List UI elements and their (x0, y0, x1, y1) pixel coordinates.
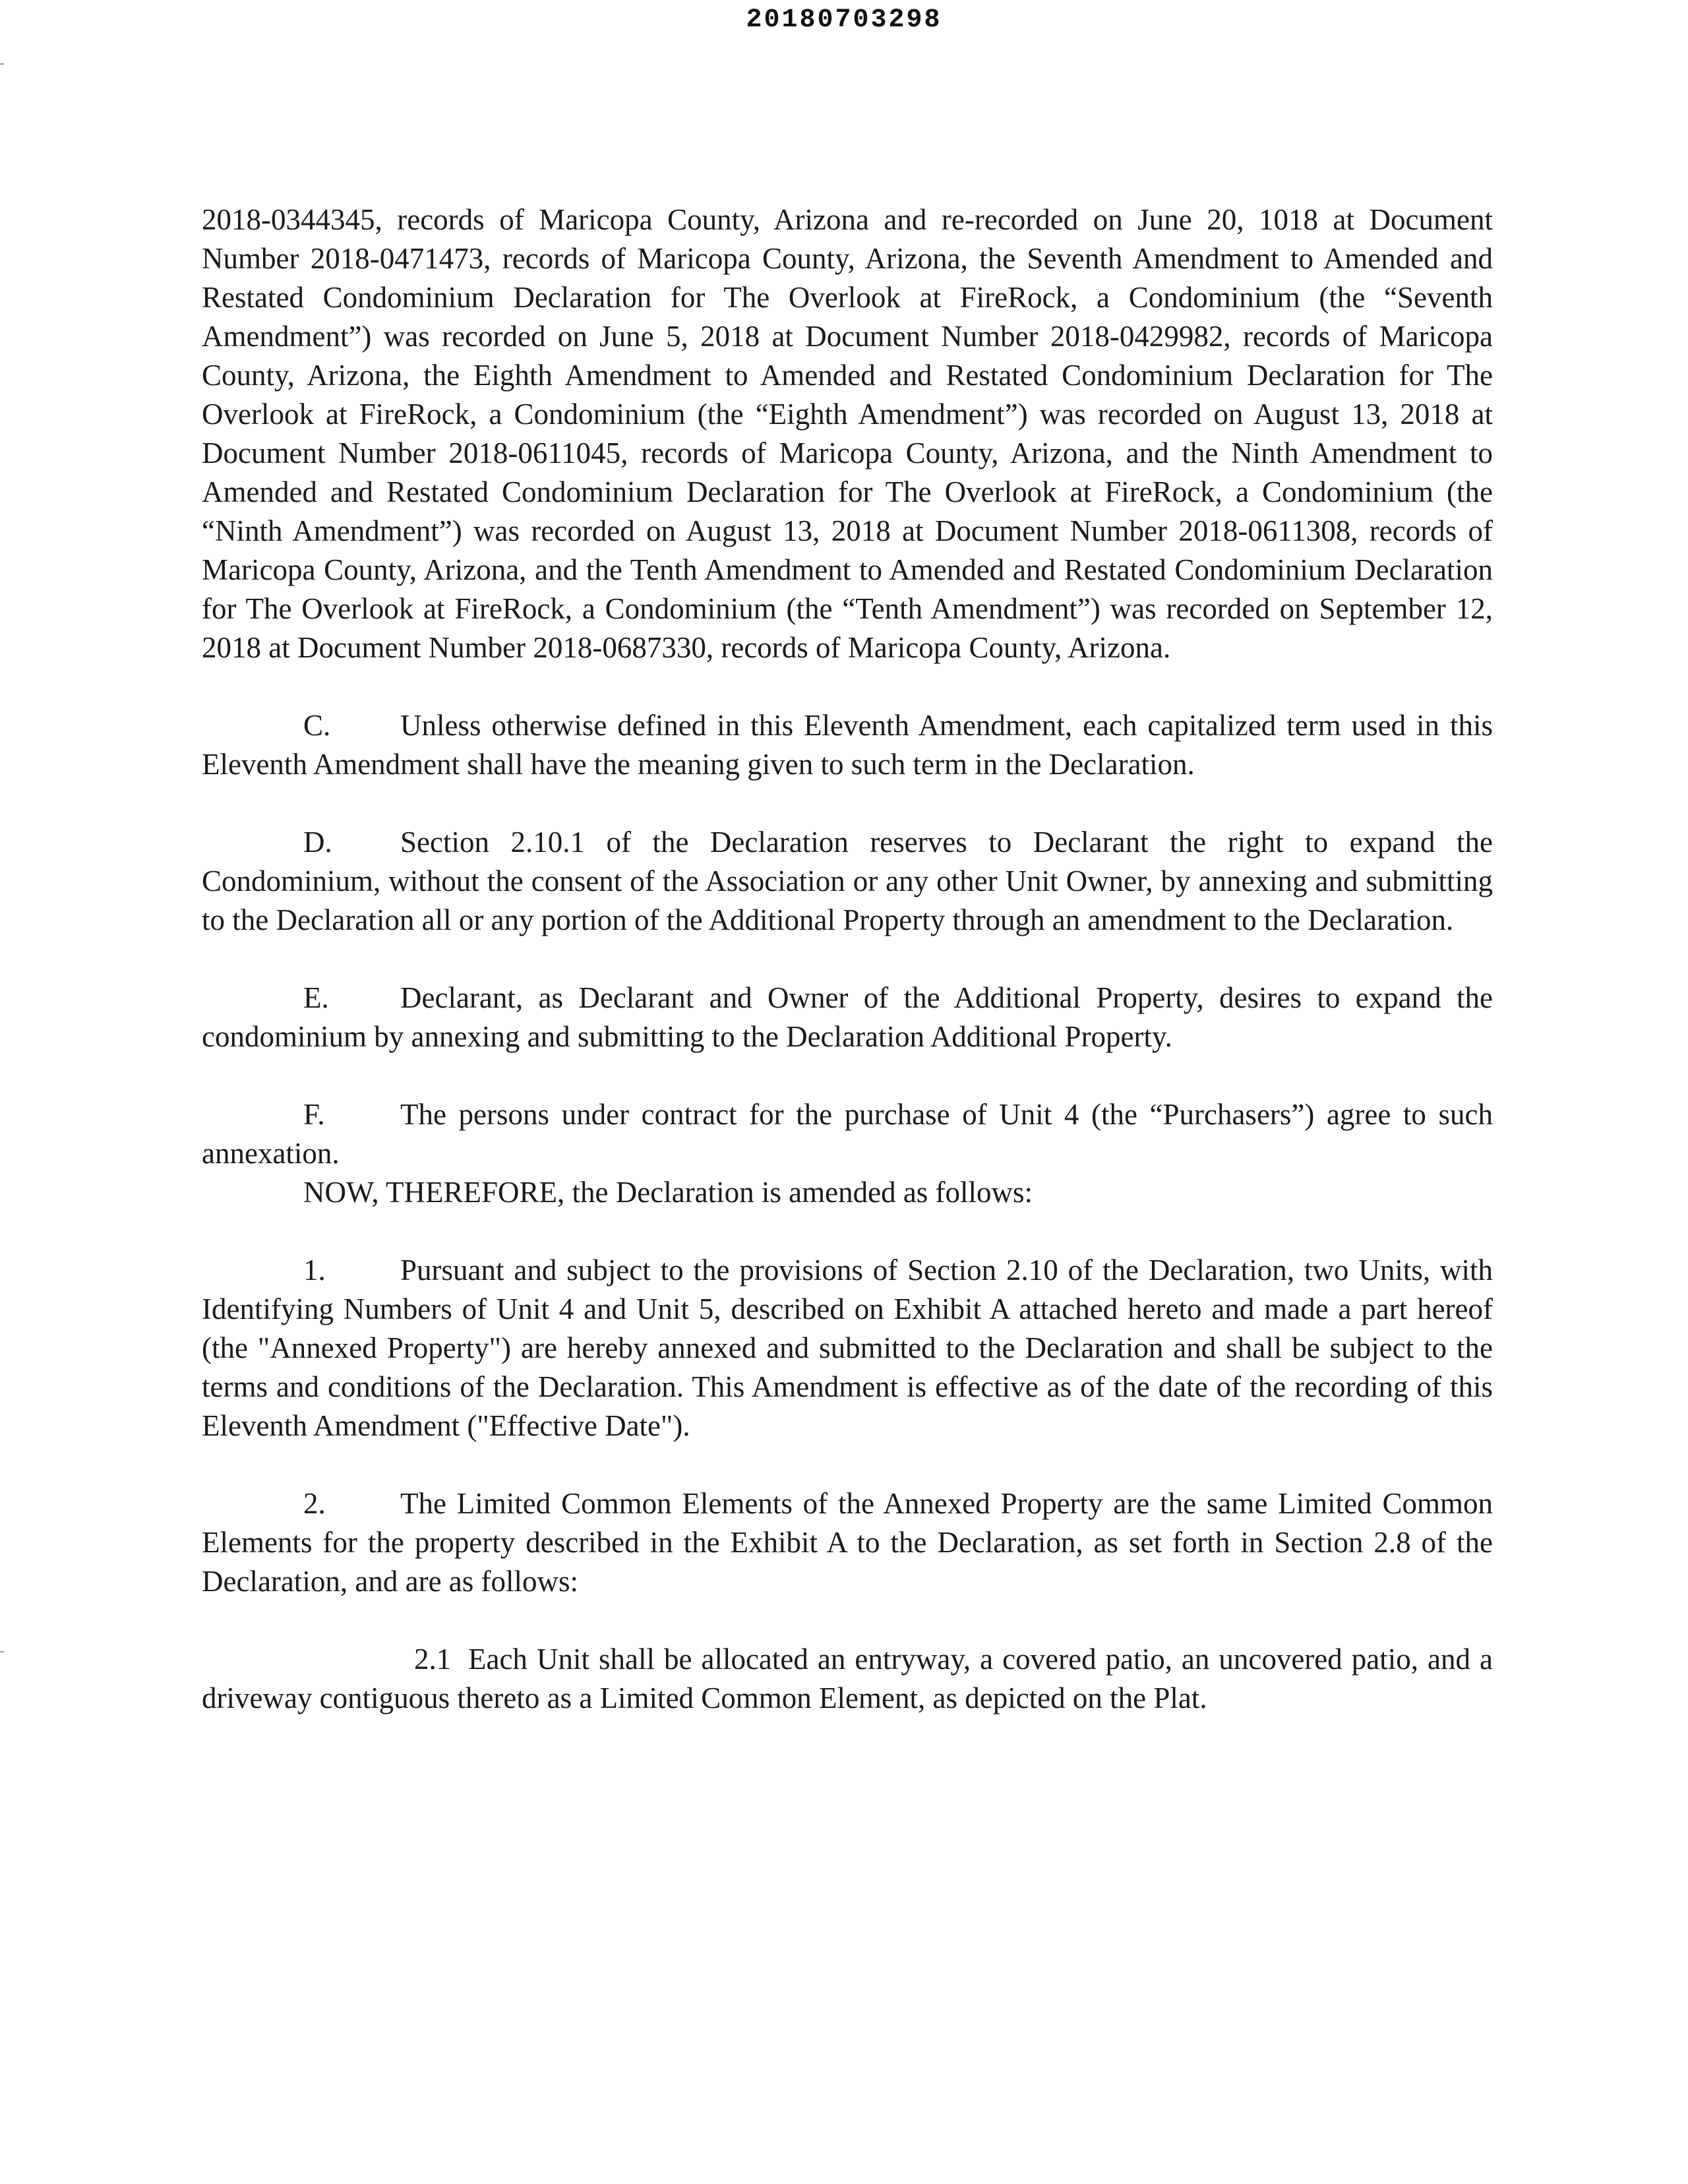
scan-artifact (0, 1651, 4, 1653)
recital-label: E. (303, 981, 329, 1014)
recital-d (202, 823, 1493, 940)
recital-f (202, 1095, 1493, 1173)
recital-e (202, 979, 1493, 1056)
recital-label: D. (303, 826, 332, 859)
recording-number: 20180703298 (746, 5, 942, 35)
subsection-text: Each Unit shall be allocated an entryway, a covered patio, an uncovered patio, and a driveway contiguous thereto as a Limited Common Element, as depicted on the Plat. (202, 1643, 1493, 1714)
section-1 (202, 1251, 1493, 1445)
recital-label: F. (303, 1098, 325, 1131)
document-body (202, 200, 1493, 1718)
recital-text: The persons under contract for the purchase of Unit 4 (the “Purchasers”) agree to such annexation. (202, 1098, 1493, 1170)
scan-artifact (0, 63, 4, 65)
section-label: 2. (303, 1487, 326, 1520)
now-therefore-clause: NOW, THEREFORE, the Declaration is amended as follows: (303, 1176, 1033, 1209)
recital-c (202, 706, 1493, 784)
intro-paragraph: 2018-0344345, records of Maricopa County, Arizona and re-recorded on June 20, 1018 at Document Number 2018-0471473, records of Maricopa County, Arizona, the Seventh Amendment to Amended and Restated Condominium Declaration for The Overlook at FireRock, a Condominium (the “Seventh Amendment”) was recorded on June 5, 2018 at Document Number 2018-0429982, records of Maricopa County, Arizona, the Eighth Amendment to Amended and Restated Condominium Declaration for The Overlook at FireRock, a Condominium (the “Eighth Amendment”) was recorded on August 13, 2018 at Document Number 2018-0611045, records of Maricopa County, Arizona, and the Ninth Amendment to Amended and Restated Condominium Declaration for The Overlook at FireRock, a Condominium (the “Ninth Amendment”) was recorded on August 13, 2018 at Document Number 2018-0611308, records of Maricopa County, Arizona, and the Tenth Amendment to Amended and Restated Condominium Declaration for The Overlook at FireRock, a Condominium (the “Tenth Amendment”) was recorded on September 12, 2018 at Document Number 2018-0687330, records of Maricopa County, Arizona. (202, 203, 1493, 664)
recital-text: Section 2.10.1 of the Declaration reserves to Declarant the right to expand the Condominium, without the consent of the Association or any other Unit Owner, by annexing and submitting to the Declaration all or any portion of the Additional Property through an amendment to the Declaration. (202, 826, 1493, 936)
recital-text: Declarant, as Declarant and Owner of the Additional Property, desires to expand the condominium by annexing and submitting to the Declaration Additional Property. (202, 981, 1493, 1053)
subsection-2-1 (202, 1640, 1493, 1718)
recital-label: C. (303, 709, 331, 742)
recital-text: Unless otherwise defined in this Eleventh Amendment, each capitalized term used in this Eleventh Amendment shall have the meaning given to such term in the Declaration. (202, 709, 1493, 781)
subsection-label: 2.1 (414, 1643, 452, 1676)
section-text: The Limited Common Elements of the Annexed Property are the same Limited Common Elements for the property described in the Exhibit A to the Declaration, as set forth in Section 2.8 of the Declaration, and are as follows: (202, 1487, 1493, 1598)
section-text: Pursuant and subject to the provisions of Section 2.10 of the Declaration, two Units, with Identifying Numbers of Unit 4 and Unit 5, described on Exhibit A attached hereto and made a part hereof (the "Annexed Property") are hereby annexed and submitted to the Declaration and shall be subject to the terms and conditions of the Declaration. This Amendment is effective as of the date of the recording of this Eleventh Amendment ("Effective Date"). (202, 1254, 1493, 1442)
section-2 (202, 1484, 1493, 1601)
section-label: 1. (303, 1254, 326, 1287)
